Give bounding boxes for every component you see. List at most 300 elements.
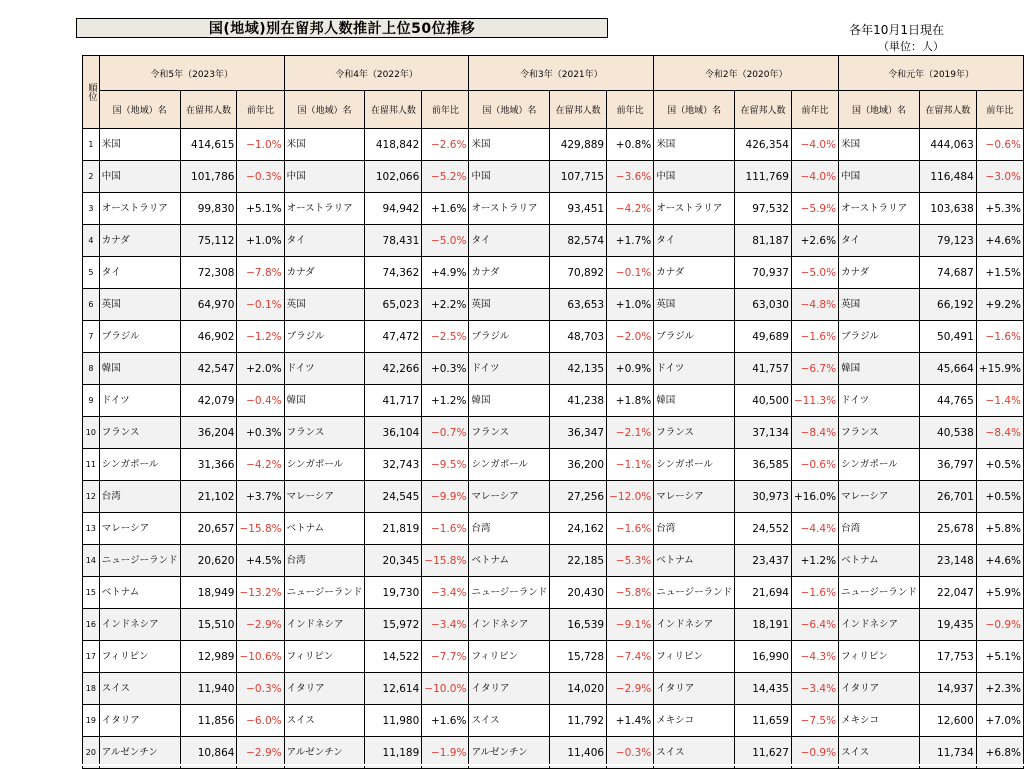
country-cell: ブラジル — [839, 321, 920, 353]
country-cell: 韓国 — [839, 353, 920, 385]
country-cell: インドネシア — [469, 609, 550, 641]
count-cell: 16,539 — [550, 609, 607, 641]
yoy-cell: −12.0% — [607, 481, 654, 513]
count-cell: 78,431 — [365, 225, 422, 257]
count-cell: 11,856 — [180, 705, 237, 737]
yoy-cell: −3.4% — [422, 609, 469, 641]
count-cell: 101,786 — [180, 161, 237, 193]
country-column-header: 国（地域）名 — [654, 91, 735, 129]
country-cell: 中国 — [99, 161, 180, 193]
yoy-cell: +5.9% — [976, 577, 1023, 609]
yoy-cell: +1.5% — [976, 257, 1023, 289]
rank-cell: 2 — [83, 161, 100, 193]
count-cell: 102,066 — [365, 161, 422, 193]
rank-cell: 5 — [83, 257, 100, 289]
count-cell: 444,063 — [919, 129, 976, 161]
yoy-cell: +0.3% — [237, 417, 284, 449]
count-cell: 30,973 — [735, 481, 792, 513]
count-cell: 41,757 — [735, 353, 792, 385]
year-header: 令和3年（2021年） — [469, 56, 654, 91]
count-cell: 50,491 — [919, 321, 976, 353]
yoy-cell: −3.6% — [607, 161, 654, 193]
count-cell: 23,437 — [735, 545, 792, 577]
yoy-cell: +3.7% — [237, 481, 284, 513]
country-cell: イタリア — [654, 673, 735, 705]
yoy-cell: −4.0% — [791, 129, 838, 161]
count-cell: 111,769 — [735, 161, 792, 193]
country-cell: ドイツ — [654, 353, 735, 385]
table-row — [83, 417, 1024, 449]
yoy-column-header: 前年比 — [976, 91, 1023, 129]
country-cell: スイス — [284, 705, 365, 737]
country-cell: オーストラリア — [654, 193, 735, 225]
yoy-column-header: 前年比 — [422, 91, 469, 129]
count-cell: 414,615 — [180, 129, 237, 161]
country-cell: タイ — [469, 225, 550, 257]
count-cell: 15,728 — [550, 641, 607, 673]
table-row — [83, 641, 1024, 673]
country-cell: ベトナム — [469, 545, 550, 577]
country-cell: メキシコ — [654, 705, 735, 737]
country-cell: インドネシア — [839, 609, 920, 641]
rank-cell: 20 — [83, 737, 100, 769]
year-header: 令和元年（2019年） — [839, 56, 1024, 91]
country-cell: タイ — [284, 225, 365, 257]
country-cell: 台湾 — [839, 513, 920, 545]
country-cell: フランス — [839, 417, 920, 449]
yoy-cell: −7.8% — [237, 257, 284, 289]
yoy-cell: +5.1% — [976, 641, 1023, 673]
yoy-cell: −0.4% — [237, 385, 284, 417]
country-cell: フランス — [284, 417, 365, 449]
count-cell: 44,765 — [919, 385, 976, 417]
rank-cell: 12 — [83, 481, 100, 513]
count-cell: 103,638 — [919, 193, 976, 225]
country-cell: 中国 — [284, 161, 365, 193]
rank-cell: 14 — [83, 545, 100, 577]
country-column-header: 国（地域）名 — [99, 91, 180, 129]
country-cell: オーストラリア — [839, 193, 920, 225]
yoy-cell: +4.9% — [422, 257, 469, 289]
yoy-cell: −0.3% — [607, 737, 654, 769]
yoy-cell: +1.0% — [237, 225, 284, 257]
count-cell: 15,510 — [180, 609, 237, 641]
country-cell: イタリア — [469, 673, 550, 705]
count-cell: 32,743 — [365, 449, 422, 481]
rank-cell: 4 — [83, 225, 100, 257]
rank-cell: 8 — [83, 353, 100, 385]
yoy-cell: −9.5% — [422, 449, 469, 481]
count-cell: 75,112 — [180, 225, 237, 257]
country-column-header: 国（地域）名 — [469, 91, 550, 129]
count-cell: 70,892 — [550, 257, 607, 289]
table-row — [83, 705, 1024, 737]
country-cell: メキシコ — [839, 705, 920, 737]
yoy-cell: −1.6% — [607, 513, 654, 545]
country-cell: タイ — [839, 225, 920, 257]
yoy-cell: +0.5% — [976, 449, 1023, 481]
yoy-cell: −5.0% — [422, 225, 469, 257]
country-cell: ドイツ — [99, 385, 180, 417]
rank-cell: 19 — [83, 705, 100, 737]
count-cell: 66,192 — [919, 289, 976, 321]
country-cell: マレーシア — [839, 481, 920, 513]
country-cell: 中国 — [839, 161, 920, 193]
yoy-cell: −1.9% — [422, 737, 469, 769]
year-header: 令和4年（2022年） — [284, 56, 469, 91]
yoy-cell: +2.0% — [237, 353, 284, 385]
count-cell: 107,715 — [550, 161, 607, 193]
rank-cell: 17 — [83, 641, 100, 673]
country-cell: インドネシア — [284, 609, 365, 641]
yoy-cell: −6.4% — [791, 609, 838, 641]
country-cell: オーストラリア — [469, 193, 550, 225]
yoy-cell: +0.5% — [976, 481, 1023, 513]
count-cell: 14,435 — [735, 673, 792, 705]
count-cell: 22,185 — [550, 545, 607, 577]
count-cell: 10,864 — [180, 737, 237, 769]
country-cell: カナダ — [654, 257, 735, 289]
yoy-cell: +5.1% — [237, 193, 284, 225]
count-cell: 37,134 — [735, 417, 792, 449]
count-cell: 46,902 — [180, 321, 237, 353]
yoy-cell: −0.3% — [237, 673, 284, 705]
table-row — [83, 545, 1024, 577]
yoy-cell: −4.0% — [791, 161, 838, 193]
yoy-cell: −15.8% — [422, 545, 469, 577]
country-cell: 英国 — [839, 289, 920, 321]
yoy-cell: +5.3% — [976, 193, 1023, 225]
country-cell: ブラジル — [654, 321, 735, 353]
yoy-cell: −9.9% — [422, 481, 469, 513]
yoy-cell: −1.4% — [976, 385, 1023, 417]
yoy-cell: +7.0% — [976, 705, 1023, 737]
count-cell: 41,238 — [550, 385, 607, 417]
yoy-cell: +1.6% — [422, 705, 469, 737]
yoy-cell: −10.0% — [422, 673, 469, 705]
count-cell: 14,522 — [365, 641, 422, 673]
yoy-cell: −0.1% — [237, 289, 284, 321]
count-cell: 47,472 — [365, 321, 422, 353]
country-cell: 中国 — [469, 161, 550, 193]
count-cell: 11,980 — [365, 705, 422, 737]
count-cell: 79,123 — [919, 225, 976, 257]
country-cell: 英国 — [99, 289, 180, 321]
count-cell: 21,819 — [365, 513, 422, 545]
count-cell: 23,148 — [919, 545, 976, 577]
country-cell: フィリピン — [284, 641, 365, 673]
count-cell: 65,023 — [365, 289, 422, 321]
count-cell: 41,717 — [365, 385, 422, 417]
country-cell: 台湾 — [284, 545, 365, 577]
country-cell: ブラジル — [284, 321, 365, 353]
country-cell: 韓国 — [284, 385, 365, 417]
yoy-cell: −5.0% — [791, 257, 838, 289]
country-cell: 米国 — [654, 129, 735, 161]
country-cell: ドイツ — [284, 353, 365, 385]
count-cell: 21,102 — [180, 481, 237, 513]
count-cell: 36,797 — [919, 449, 976, 481]
count-cell: 42,547 — [180, 353, 237, 385]
yoy-cell: −2.5% — [422, 321, 469, 353]
country-cell: ニュージーランド — [284, 577, 365, 609]
table-row — [83, 481, 1024, 513]
count-cell: 19,435 — [919, 609, 976, 641]
year-header: 令和5年（2023年） — [99, 56, 284, 91]
yoy-cell: −1.6% — [791, 321, 838, 353]
country-cell: アルゼンチン — [284, 737, 365, 769]
yoy-cell: −0.9% — [791, 737, 838, 769]
country-cell: ニュージーランド — [469, 577, 550, 609]
country-cell: スイス — [839, 737, 920, 769]
yoy-cell: −2.9% — [237, 609, 284, 641]
country-cell: スイス — [99, 673, 180, 705]
yoy-cell: +1.2% — [422, 385, 469, 417]
yoy-cell: −3.4% — [422, 577, 469, 609]
count-cell: 94,942 — [365, 193, 422, 225]
country-cell: マレーシア — [654, 481, 735, 513]
country-cell: マレーシア — [99, 513, 180, 545]
column-header-row — [83, 91, 1024, 129]
count-cell: 11,734 — [919, 737, 976, 769]
count-cell: 11,940 — [180, 673, 237, 705]
yoy-cell: −1.0% — [237, 129, 284, 161]
yoy-cell: +1.0% — [607, 289, 654, 321]
count-cell: 15,972 — [365, 609, 422, 641]
country-cell: イタリア — [284, 673, 365, 705]
yoy-cell: +2.6% — [791, 225, 838, 257]
count-cell: 11,659 — [735, 705, 792, 737]
count-cell: 42,266 — [365, 353, 422, 385]
yoy-cell: +1.7% — [607, 225, 654, 257]
count-cell: 22,047 — [919, 577, 976, 609]
yoy-cell: −0.6% — [791, 449, 838, 481]
country-cell: ブラジル — [469, 321, 550, 353]
yoy-cell: −7.5% — [791, 705, 838, 737]
table-row — [83, 321, 1024, 353]
yoy-cell: −6.7% — [791, 353, 838, 385]
rank-cell: 10 — [83, 417, 100, 449]
count-cell: 40,538 — [919, 417, 976, 449]
country-cell: 台湾 — [99, 481, 180, 513]
rank-cell: 7 — [83, 321, 100, 353]
country-cell: シンガポール — [469, 449, 550, 481]
country-cell: カナダ — [99, 225, 180, 257]
count-cell: 36,104 — [365, 417, 422, 449]
count-cell: 18,191 — [735, 609, 792, 641]
count-cell: 21,694 — [735, 577, 792, 609]
yoy-cell: −2.1% — [607, 417, 654, 449]
table-row — [83, 161, 1024, 193]
count-cell: 63,030 — [735, 289, 792, 321]
yoy-cell: +9.2% — [976, 289, 1023, 321]
count-cell: 12,614 — [365, 673, 422, 705]
yoy-cell: −7.7% — [422, 641, 469, 673]
year-header-row — [83, 56, 1024, 91]
yoy-cell: −5.3% — [607, 545, 654, 577]
country-cell: スイス — [654, 737, 735, 769]
yoy-cell: −4.2% — [237, 449, 284, 481]
count-cell: 24,545 — [365, 481, 422, 513]
table-row — [83, 129, 1024, 161]
rank-cell: 15 — [83, 577, 100, 609]
country-cell: 英国 — [284, 289, 365, 321]
yoy-cell: −10.6% — [237, 641, 284, 673]
count-cell: 74,687 — [919, 257, 976, 289]
count-cell: 418,842 — [365, 129, 422, 161]
count-cell: 72,308 — [180, 257, 237, 289]
yoy-column-header: 前年比 — [607, 91, 654, 129]
rank-cell: 3 — [83, 193, 100, 225]
country-cell: カナダ — [284, 257, 365, 289]
table-body — [83, 129, 1024, 769]
count-cell: 36,347 — [550, 417, 607, 449]
table-row — [83, 609, 1024, 641]
count-cell: 116,484 — [919, 161, 976, 193]
count-cell: 11,792 — [550, 705, 607, 737]
country-cell: ドイツ — [469, 353, 550, 385]
country-cell: シンガポール — [99, 449, 180, 481]
country-cell: フランス — [654, 417, 735, 449]
table-row — [83, 513, 1024, 545]
yoy-cell: −4.2% — [607, 193, 654, 225]
country-cell: 韓国 — [469, 385, 550, 417]
yoy-cell: −2.6% — [422, 129, 469, 161]
table-row — [83, 257, 1024, 289]
yoy-cell: −15.8% — [237, 513, 284, 545]
yoy-cell: −8.4% — [791, 417, 838, 449]
country-cell: アルゼンチン — [99, 737, 180, 769]
yoy-cell: −2.9% — [607, 673, 654, 705]
rank-header: 順位 — [83, 56, 100, 129]
yoy-cell: −8.4% — [976, 417, 1023, 449]
yoy-cell: −3.4% — [791, 673, 838, 705]
document-title: 国(地域)別在留邦人数推計上位50位推移 — [76, 18, 608, 38]
table-row — [83, 225, 1024, 257]
table-row — [83, 449, 1024, 481]
country-cell: 米国 — [469, 129, 550, 161]
yoy-cell: +16.0% — [791, 481, 838, 513]
yoy-cell: −3.0% — [976, 161, 1023, 193]
yoy-cell: −4.8% — [791, 289, 838, 321]
count-cell: 45,664 — [919, 353, 976, 385]
count-cell: 64,970 — [180, 289, 237, 321]
count-column-header: 在留邦人数 — [735, 91, 792, 129]
yoy-cell: −7.4% — [607, 641, 654, 673]
count-column-header: 在留邦人数 — [550, 91, 607, 129]
yoy-cell: +1.8% — [607, 385, 654, 417]
table-row — [83, 353, 1024, 385]
country-cell: フィリピン — [469, 641, 550, 673]
yoy-cell: −0.3% — [237, 161, 284, 193]
rank-cell: 11 — [83, 449, 100, 481]
yoy-cell: −6.0% — [237, 705, 284, 737]
country-cell: カナダ — [839, 257, 920, 289]
rank-cell: 9 — [83, 385, 100, 417]
count-cell: 93,451 — [550, 193, 607, 225]
count-cell: 12,600 — [919, 705, 976, 737]
yoy-cell: +4.6% — [976, 545, 1023, 577]
country-cell: ベトナム — [654, 545, 735, 577]
count-column-header: 在留邦人数 — [365, 91, 422, 129]
count-cell: 31,366 — [180, 449, 237, 481]
count-cell: 63,653 — [550, 289, 607, 321]
count-cell: 36,585 — [735, 449, 792, 481]
country-cell: シンガポール — [839, 449, 920, 481]
yoy-column-header: 前年比 — [791, 91, 838, 129]
count-cell: 26,701 — [919, 481, 976, 513]
count-cell: 20,620 — [180, 545, 237, 577]
country-cell: シンガポール — [284, 449, 365, 481]
country-cell: カナダ — [469, 257, 550, 289]
table-row — [83, 289, 1024, 321]
yoy-cell: −0.9% — [976, 609, 1023, 641]
yoy-cell: +2.2% — [422, 289, 469, 321]
rank-cell: 13 — [83, 513, 100, 545]
yoy-cell: +2.3% — [976, 673, 1023, 705]
country-cell: イタリア — [839, 673, 920, 705]
country-cell: 英国 — [469, 289, 550, 321]
country-cell: マレーシア — [469, 481, 550, 513]
country-cell: マレーシア — [284, 481, 365, 513]
yoy-cell: +5.8% — [976, 513, 1023, 545]
country-cell: フィリピン — [654, 641, 735, 673]
count-cell: 14,937 — [919, 673, 976, 705]
yoy-cell: −1.6% — [422, 513, 469, 545]
rank-cell: 6 — [83, 289, 100, 321]
country-cell: ニュージーランド — [99, 545, 180, 577]
count-cell: 429,889 — [550, 129, 607, 161]
yoy-cell: +1.6% — [422, 193, 469, 225]
yoy-cell: −5.8% — [607, 577, 654, 609]
yoy-cell: −1.1% — [607, 449, 654, 481]
country-cell: ニュージーランド — [654, 577, 735, 609]
country-cell: 台湾 — [654, 513, 735, 545]
country-cell: 韓国 — [99, 353, 180, 385]
count-cell: 36,200 — [550, 449, 607, 481]
country-column-header: 国（地域）名 — [284, 91, 365, 129]
country-cell: 米国 — [99, 129, 180, 161]
yoy-cell: +1.2% — [791, 545, 838, 577]
count-column-header: 在留邦人数 — [919, 91, 976, 129]
count-cell: 74,362 — [365, 257, 422, 289]
table-row — [83, 577, 1024, 609]
country-cell: タイ — [99, 257, 180, 289]
country-cell: ベトナム — [284, 513, 365, 545]
count-cell: 82,574 — [550, 225, 607, 257]
country-cell: 米国 — [284, 129, 365, 161]
count-cell: 49,689 — [735, 321, 792, 353]
count-cell: 27,256 — [550, 481, 607, 513]
yoy-cell: −0.1% — [607, 257, 654, 289]
country-cell: フィリピン — [839, 641, 920, 673]
count-cell: 16,990 — [735, 641, 792, 673]
yoy-cell: −1.2% — [237, 321, 284, 353]
table-row — [83, 673, 1024, 705]
yoy-cell: −4.3% — [791, 641, 838, 673]
yoy-cell: +0.3% — [422, 353, 469, 385]
rank-cell: 16 — [83, 609, 100, 641]
unit-note: （単位：人） — [878, 40, 944, 53]
country-cell: ベトナム — [99, 577, 180, 609]
yoy-cell: +4.6% — [976, 225, 1023, 257]
as-of-note: 各年10月1日現在 — [849, 23, 944, 37]
country-cell: アルゼンチン — [469, 737, 550, 769]
rank-cell: 18 — [83, 673, 100, 705]
yoy-cell: −1.6% — [791, 577, 838, 609]
count-cell: 17,753 — [919, 641, 976, 673]
country-cell: インドネシア — [99, 609, 180, 641]
